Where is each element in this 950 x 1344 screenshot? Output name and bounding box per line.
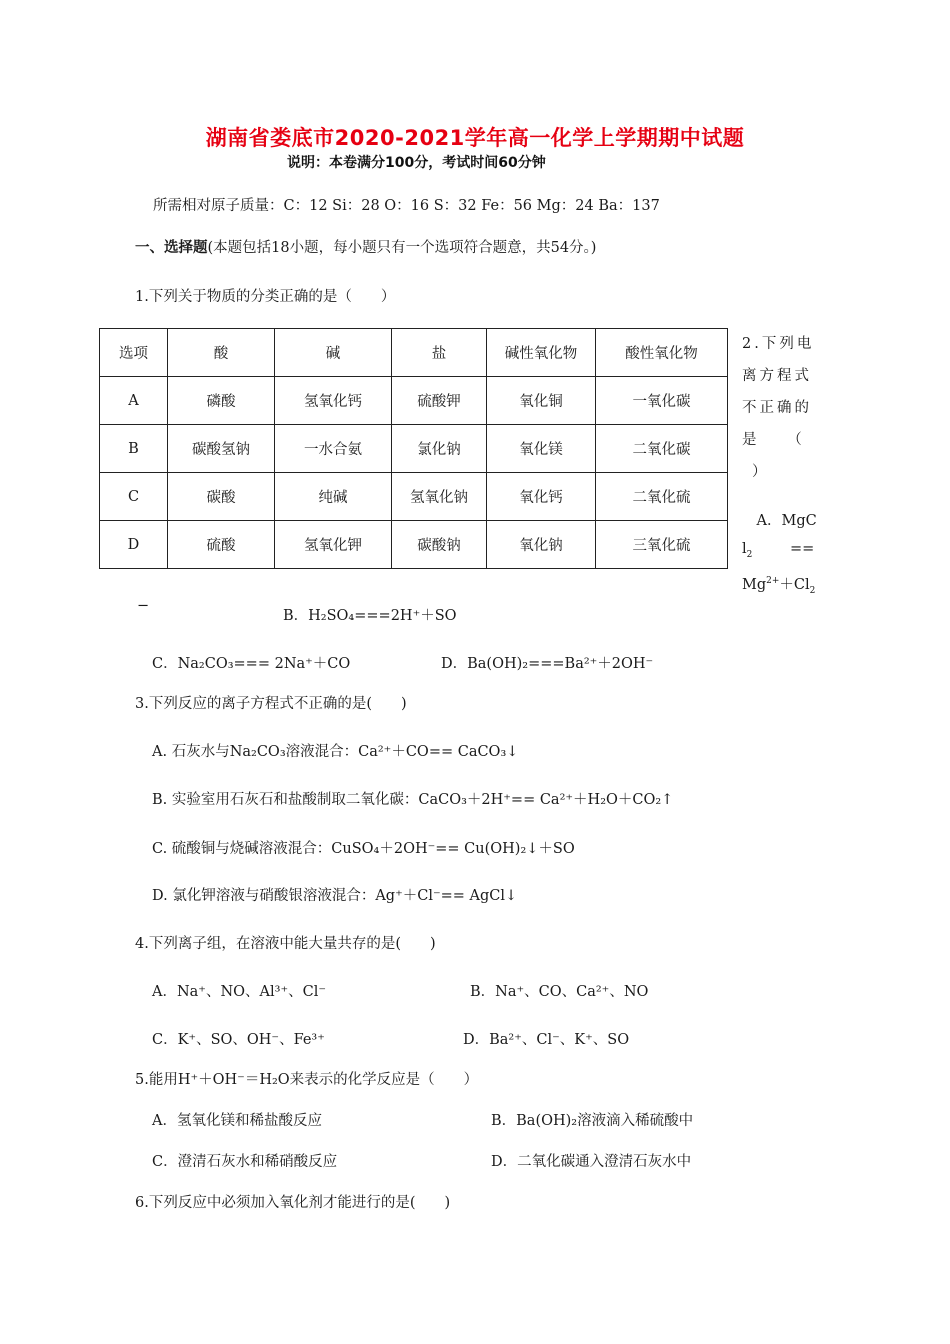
- table-cell: 氧化钙: [487, 473, 596, 521]
- question-4-option-b: B．Na⁺、CO、Ca²⁺、NO: [470, 984, 649, 1000]
- question-2-dash: −: [137, 598, 150, 614]
- question-2-option-a-line3: [742, 573, 815, 596]
- table-cell: 氧化铜: [487, 377, 596, 425]
- document-title: 湖南省娄底市2020-2021学年高一化学上学期期中试题: [205, 126, 745, 150]
- table-cell: 氯化钠: [392, 425, 487, 473]
- question-4-stem: 4.下列离子组，在溶液中能大量共存的是( ): [135, 936, 436, 952]
- table-row: [100, 521, 728, 569]
- table-cell: A: [100, 377, 168, 425]
- table-header-cell: 盐: [392, 329, 487, 377]
- table-header-cell: 选项: [100, 329, 168, 377]
- table-cell: D: [100, 521, 168, 569]
- table-header-cell: 碱性氧化物: [487, 329, 596, 377]
- question-4-option-d: D．Ba²⁺、Cl⁻、K⁺、SO: [463, 1032, 630, 1048]
- table-row: [100, 473, 728, 521]
- q2a-sub: 2: [746, 549, 753, 560]
- question-2-option-d: D．Ba(OH)₂===Ba²⁺＋2OH⁻: [441, 656, 654, 672]
- section-description: (本题包括18小题，每小题只有一个选项符合题意，共54分。): [207, 240, 597, 256]
- question-4-option-c: C．K⁺、SO、OH⁻、Fe³⁺: [152, 1032, 325, 1048]
- classification-table: [99, 328, 728, 569]
- table-cell: 硫酸: [168, 521, 275, 569]
- q2a-cl: ＋Cl: [779, 577, 810, 593]
- q2a-mg: Mg: [742, 577, 767, 593]
- table-header-cell: 酸: [168, 329, 275, 377]
- question-5-option-b: B．Ba(OH)₂溶液滴入稀硫酸中: [491, 1113, 694, 1129]
- table-cell: 硫酸钾: [392, 377, 487, 425]
- question-2-stem-line: 是 （: [742, 432, 805, 448]
- table-cell: 氧化钠: [487, 521, 596, 569]
- question-5-option-a: A．氢氧化镁和稀盐酸反应: [152, 1113, 322, 1129]
- table-cell: 一水合氨: [275, 425, 392, 473]
- atomic-masses: 所需相对原子质量：C：12 Si：28 O：16 S：32 Fe：56 Mg：24 Ba：137: [153, 198, 660, 214]
- table-row: [100, 377, 728, 425]
- question-4-option-a: A．Na⁺、NO、Al³⁺、Cl⁻: [152, 984, 326, 1000]
- question-2-option-c: C．Na₂CO₃=== 2Na⁺＋CO: [152, 656, 351, 672]
- question-3-option-b: B. 实验室用石灰石和盐酸制取二氧化碳：CaCO₃＋2H⁺== Ca²⁺＋H₂O＋CO₂↑: [152, 792, 674, 808]
- table-cell: 一氧化碳: [596, 377, 728, 425]
- table-cell: 碳酸钠: [392, 521, 487, 569]
- table-cell: 磷酸: [168, 377, 275, 425]
- table-cell: 氢氧化钾: [275, 521, 392, 569]
- table-cell: 三氧化硫: [596, 521, 728, 569]
- table-cell: 二氧化硫: [596, 473, 728, 521]
- section-title: 一、选择题: [135, 240, 208, 256]
- table-row: [100, 425, 728, 473]
- question-2-option-a-line1: A．MgC: [742, 513, 817, 529]
- question-2-stem-line: 离方程式: [742, 368, 812, 384]
- table-cell: C: [100, 473, 168, 521]
- exam-instructions: 说明：本卷满分100分，考试时间60分钟: [287, 155, 546, 171]
- question-3-option-c: C. 硫酸铜与烧碱溶液混合：CuSO₄＋2OH⁻== Cu(OH)₂↓＋SO: [152, 841, 575, 857]
- question-1-stem: 1.下列关于物质的分类正确的是（ ）: [135, 289, 396, 305]
- question-5-stem: 5.能用H⁺＋OH⁻＝H₂O来表示的化学反应是（ ）: [135, 1072, 479, 1088]
- question-6-stem: 6.下列反应中必须加入氧化剂才能进行的是( ): [135, 1195, 451, 1211]
- question-2-stem-line: ）: [752, 464, 767, 480]
- question-3-stem: 3.下列反应的离子方程式不正确的是( ): [135, 696, 407, 712]
- table-cell: 氢氧化钠: [392, 473, 487, 521]
- table-header-cell: 碱: [275, 329, 392, 377]
- table-header-cell: 酸性氧化物: [596, 329, 728, 377]
- table-cell: 纯碱: [275, 473, 392, 521]
- table-header-row: [100, 329, 728, 377]
- table-cell: 氧化镁: [487, 425, 596, 473]
- table-cell: B: [100, 425, 168, 473]
- q2a-charge: 2+: [766, 576, 780, 587]
- question-5-option-d: D．二氧化碳通入澄清石灰水中: [491, 1154, 692, 1170]
- question-5-option-c: C．澄清石灰水和稀硝酸反应: [152, 1154, 338, 1170]
- section-heading: [135, 236, 596, 257]
- question-2-option-a-line2: [742, 541, 752, 560]
- table-cell: 氢氧化钙: [275, 377, 392, 425]
- table-cell: 碳酸: [168, 473, 275, 521]
- q2a-cl-sub: 2: [809, 585, 816, 596]
- question-3-option-a: A. 石灰水与Na₂CO₃溶液混合：Ca²⁺＋CO== CaCO₃↓: [152, 744, 519, 760]
- question-2-option-a-equals: ==: [790, 541, 815, 557]
- table-cell: 碳酸氢钠: [168, 425, 275, 473]
- question-3-option-d: D. 氯化钾溶液与硝酸银溶液混合：Ag⁺＋Cl⁻== AgCl↓: [152, 888, 518, 904]
- question-2-option-b: B．H₂SO₄===2H⁺＋SO: [283, 608, 457, 624]
- question-2-stem-line: 不正确的: [742, 400, 812, 416]
- table-cell: 二氧化碳: [596, 425, 728, 473]
- question-2-stem-line: 2.下列电: [742, 336, 815, 352]
- q2a-text: l: [742, 541, 747, 557]
